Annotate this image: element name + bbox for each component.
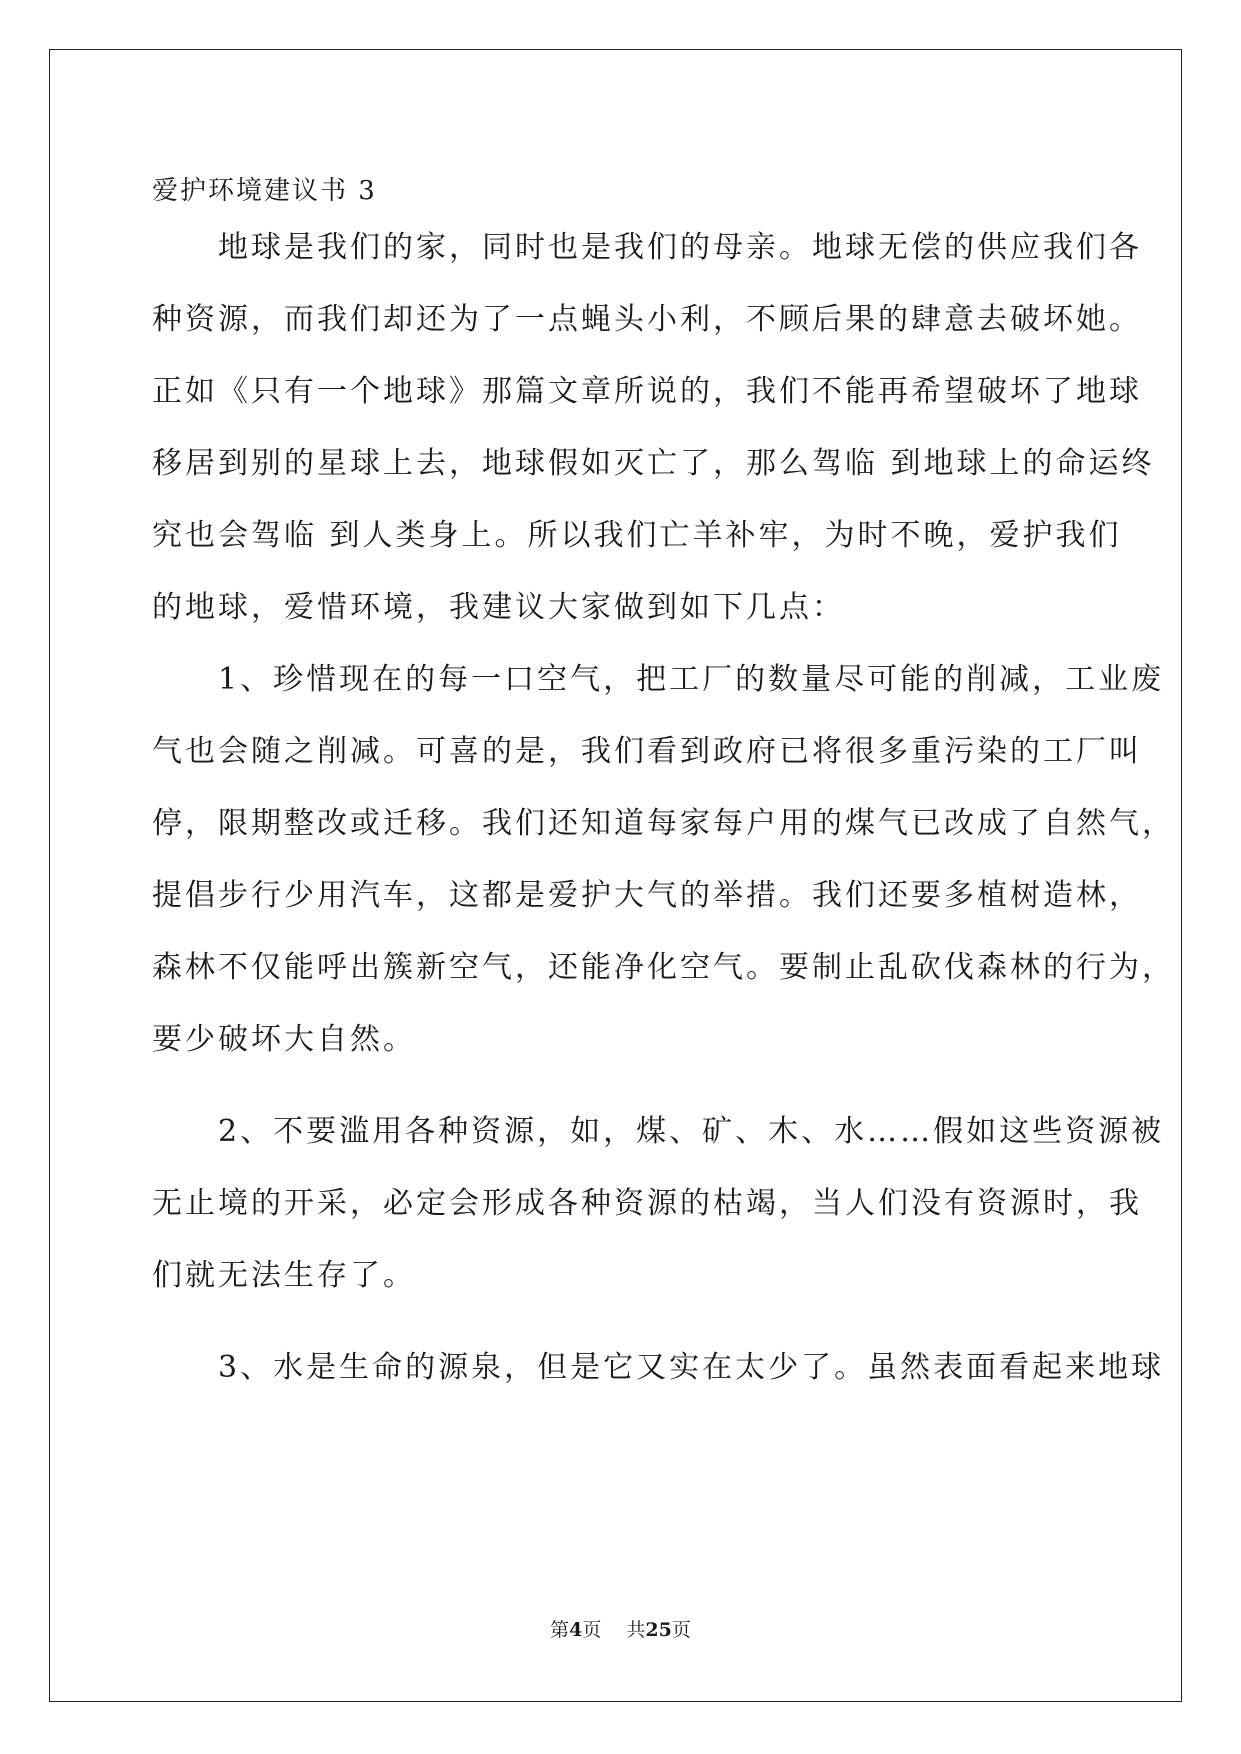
footer-mid: 页 共 (582, 1619, 646, 1641)
body-line: 的地球，爱惜环境，我建议大家做到如下几点： (152, 590, 845, 625)
body-line: 移居到别的星球上去，地球假如灭亡了，那么驾临 到地球上的命运终 (152, 446, 1155, 481)
body-line: 要少破坏大自然。 (152, 1022, 416, 1057)
footer-suffix: 页 (671, 1619, 691, 1641)
body-line: 2、不要滥用各种资源，如，煤、矿、木、水……假如这些资源被 (152, 1114, 1165, 1149)
current-page-number: 4 (569, 1619, 583, 1641)
body-line: 种资源，而我们却还为了一点蝇头小利，不顾后果的肆意去破坏她。 (152, 302, 1142, 337)
body-line: 气也会随之削减。可喜的是，我们看到政府已将很多重污染的工厂叫 (152, 734, 1142, 769)
document-title: 爱护环境建议书 3 (152, 176, 377, 206)
body-line: 无止境的开采，必定会形成各种资源的枯竭，当人们没有资源时，我 (152, 1186, 1142, 1221)
body-line: 停，限期整改或迁移。我们还知道每家每户用的煤气已改成了自然气， (152, 806, 1175, 841)
page-footer (0, 1615, 1241, 1642)
total-page-number: 25 (645, 1619, 672, 1641)
body-line: 提倡步行少用汽车，这都是爱护大气的举措。我们还要多植树造林， (152, 878, 1142, 913)
body-line: 3、水是生命的源泉，但是它又实在太少了。虽然表面看起来地球 (152, 1350, 1165, 1385)
body-line: 地球是我们的家，同时也是我们的母亲。地球无偿的供应我们各 (152, 230, 1142, 265)
footer-prefix: 第 (550, 1619, 570, 1641)
body-line: 们就无法生存了。 (152, 1258, 416, 1293)
body-line: 森林不仅能呼出簇新空气，还能净化空气。要制止乱砍伐森林的行为， (152, 950, 1175, 985)
body-line: 1、珍惜现在的每一口空气，把工厂的数量尽可能的削减，工业废 (152, 662, 1165, 697)
body-line: 究也会驾临 到人类身上。所以我们亡羊补牢，为时不晚，爱护我们 (152, 518, 1122, 553)
body-line: 正如《只有一个地球》那篇文章所说的，我们不能再希望破坏了地球 (152, 374, 1142, 409)
